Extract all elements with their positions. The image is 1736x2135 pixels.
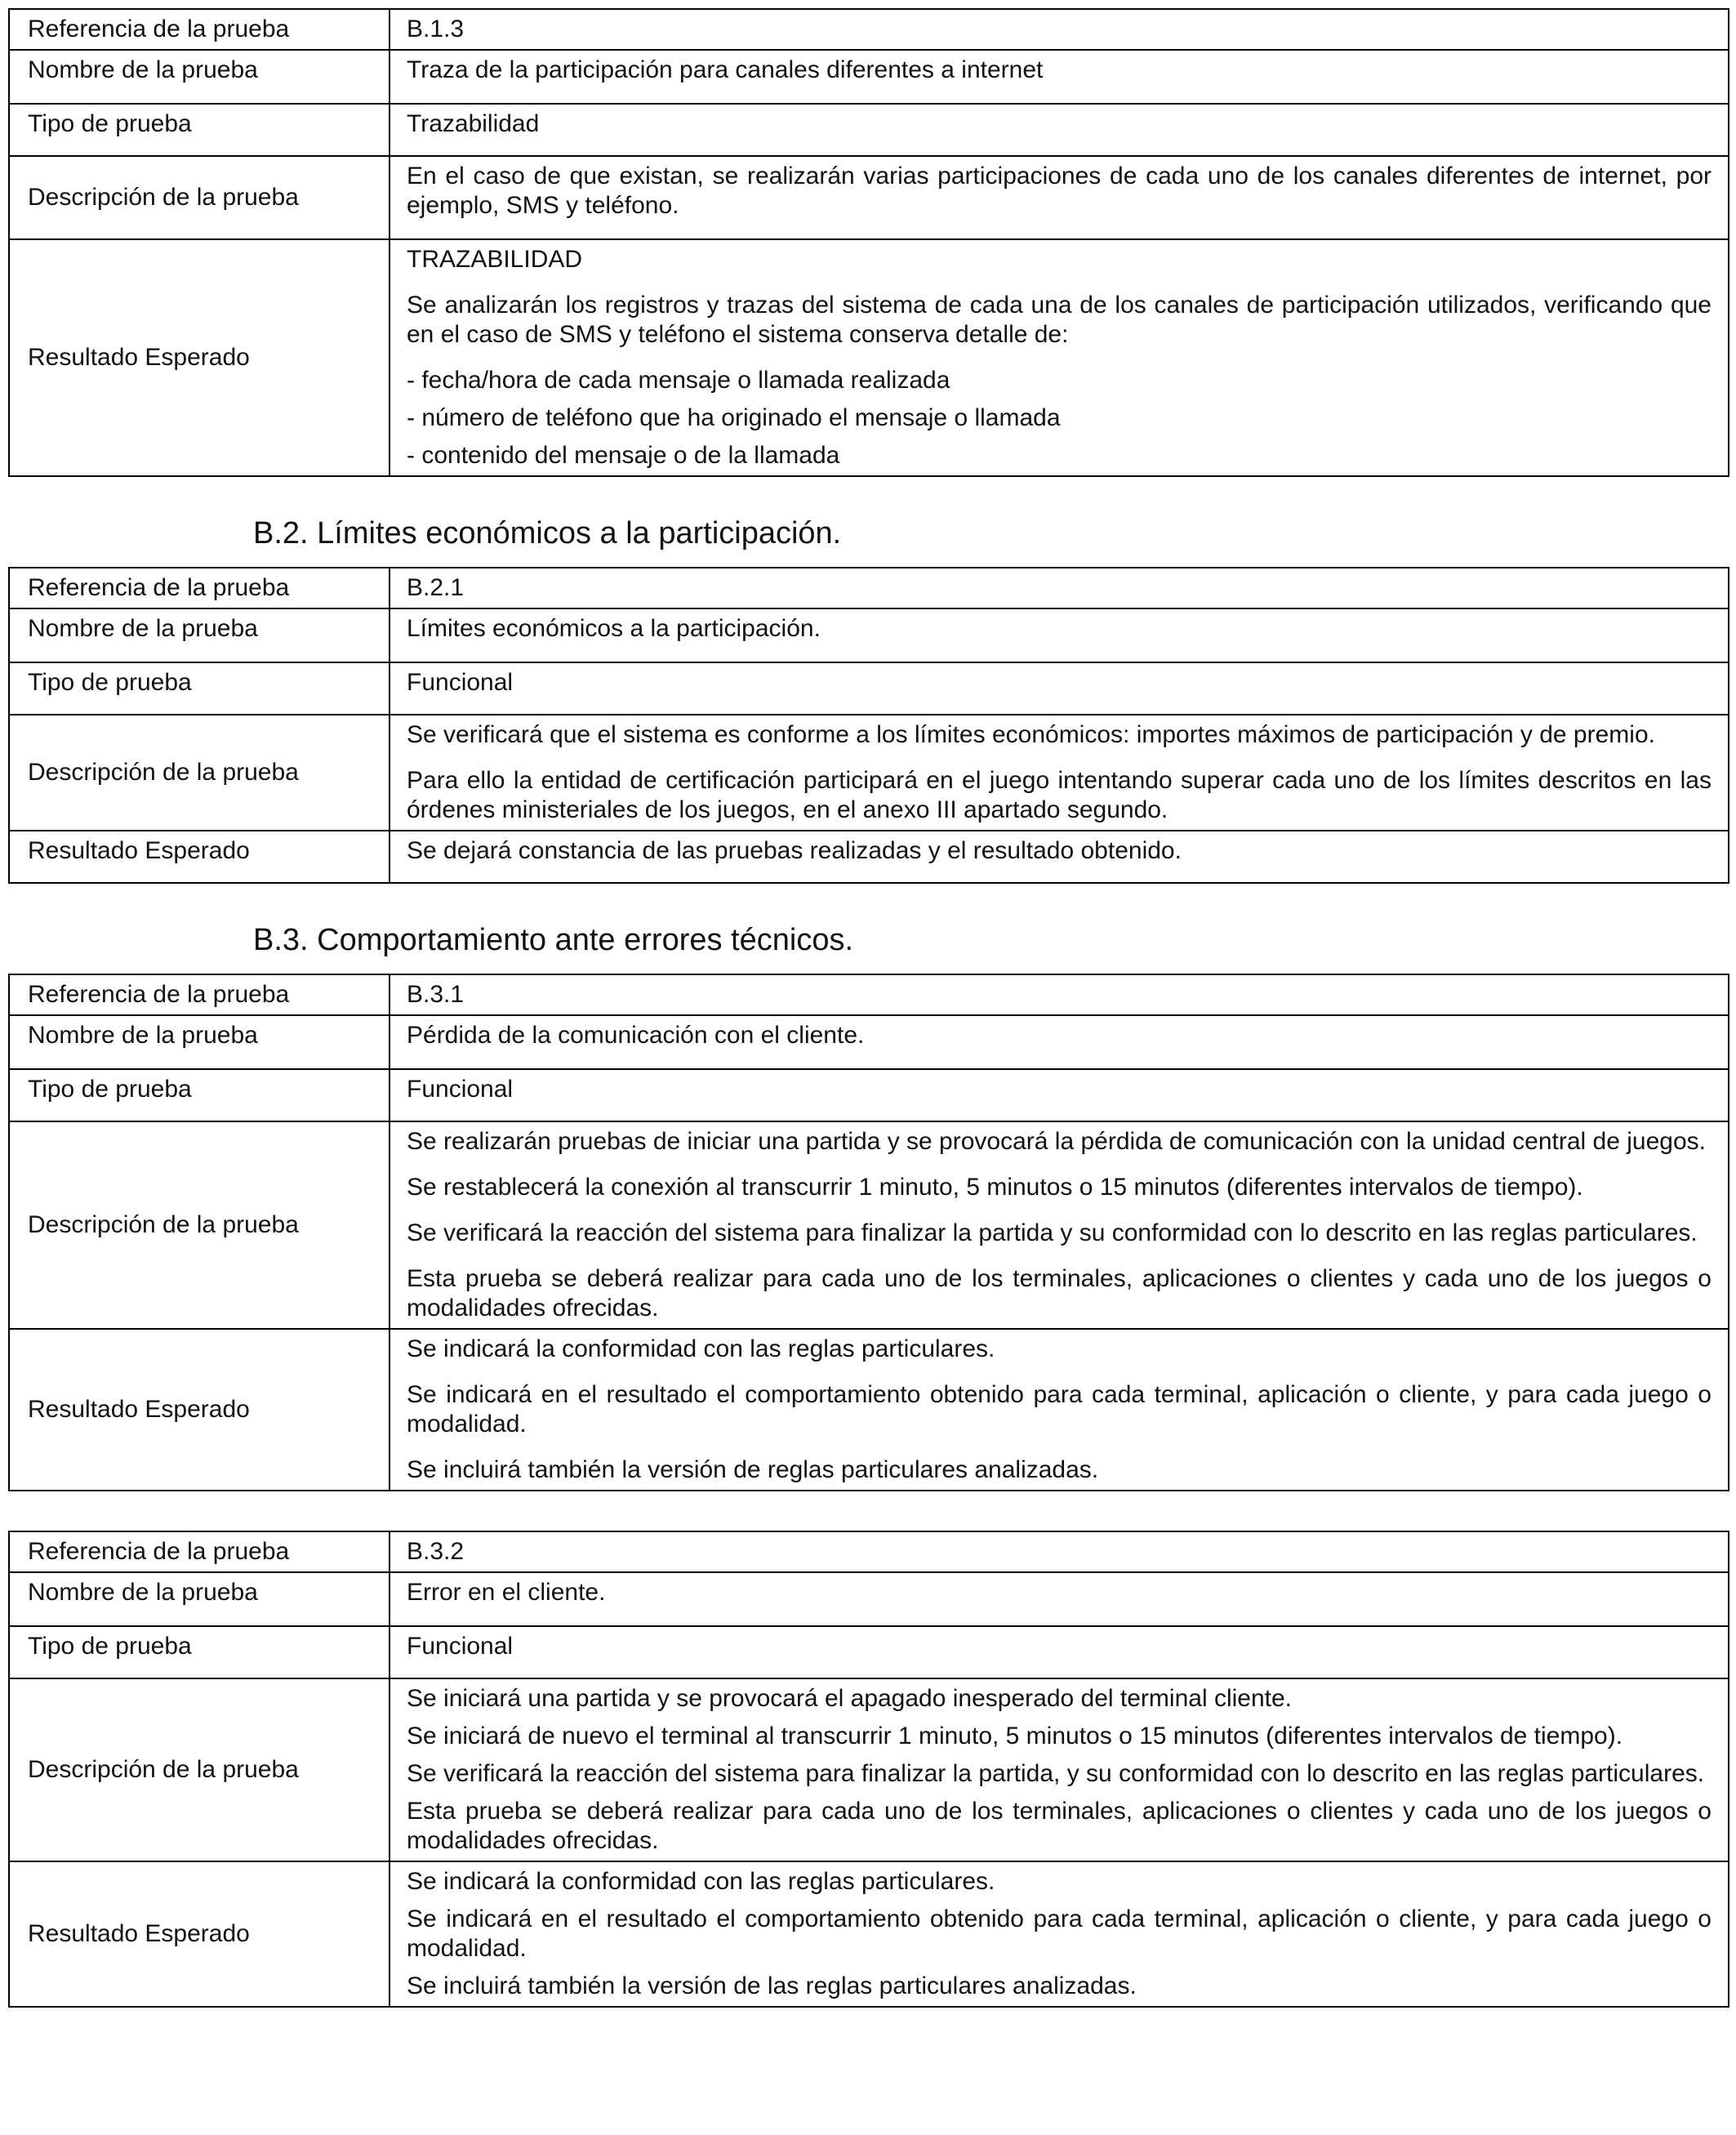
desc-paragraph: Se iniciará de nuevo el terminal al transcurrir 1 minuto, 5 minutos o 15 minutos (diferentes intervalos de tiempo). — [407, 1723, 1623, 1749]
table-row — [9, 156, 1729, 239]
result-label: Resultado Esperado — [9, 1861, 389, 2007]
table-row — [9, 831, 1729, 883]
ref-value: B.1.3 — [389, 9, 1729, 50]
test-table-b13 — [8, 8, 1729, 477]
name-label: Nombre de la prueba — [9, 50, 389, 104]
name-value: Traza de la participación para canales diferentes a internet — [389, 50, 1729, 104]
result-label: Resultado Esperado — [9, 831, 389, 883]
result-paragraph: Se indicará en el resultado el comportamiento obtenido para cada terminal, aplicación o cliente, y para cada juego o modalidad. — [407, 1381, 1712, 1437]
ref-value: B.3.2 — [389, 1531, 1729, 1572]
table-row — [9, 974, 1729, 1015]
type-value: Funcional — [389, 1069, 1729, 1121]
result-label: Resultado Esperado — [9, 1329, 389, 1491]
result-label: Resultado Esperado — [9, 239, 389, 476]
table-row — [9, 1015, 1729, 1069]
desc-paragraph: Se verificará la reacción del sistema para finalizar la partida y su conformidad con lo descrito en las reglas particulares. — [407, 1219, 1698, 1246]
desc-paragraph: Esta prueba se deberá realizar para cada uno de los terminales, aplicaciones o clientes y cada uno de los juegos o modalidades ofrecidas. — [407, 1265, 1712, 1322]
table-row — [9, 104, 1729, 156]
table-row — [9, 1626, 1729, 1678]
table-row — [9, 50, 1729, 104]
desc-paragraph: Se iniciará una partida y se provocará el apagado inesperado del terminal cliente. — [407, 1685, 1292, 1712]
test-table-b31 — [8, 974, 1729, 1491]
test-table-b32 — [8, 1531, 1729, 2008]
result-value — [389, 1861, 1729, 2007]
result-bullet: - contenido del mensaje o de la llamada — [407, 442, 840, 469]
type-label: Tipo de prueba — [9, 1069, 389, 1121]
table-gap — [8, 1491, 1729, 1531]
desc-paragraph: En el caso de que existan, se realizarán varias participaciones de cada uno de los canales diferentes de internet, por ejemplo, SMS y teléfono. — [407, 163, 1712, 219]
table-row — [9, 1572, 1729, 1626]
ref-value: B.3.1 — [389, 974, 1729, 1015]
desc-paragraph: Se restablecerá la conexión al transcurrir 1 minuto, 5 minutos o 15 minutos (diferentes intervalos de tiempo). — [407, 1174, 1583, 1201]
desc-value — [389, 715, 1729, 831]
type-value: Trazabilidad — [389, 104, 1729, 156]
table-row — [9, 662, 1729, 715]
section-heading-b3: B.3. Comportamiento ante errores técnicos. — [253, 923, 854, 957]
name-label: Nombre de la prueba — [9, 608, 389, 662]
ref-label: Referencia de la prueba — [9, 1531, 389, 1572]
type-value: Funcional — [389, 1626, 1729, 1678]
desc-label: Descripción de la prueba — [9, 156, 389, 239]
result-value — [389, 831, 1729, 883]
desc-value — [389, 156, 1729, 239]
desc-paragraph: Esta prueba se deberá realizar para cada uno de los terminales, aplicaciones o clientes y cada uno de los juegos o modalidades ofrecidas. — [407, 1798, 1712, 1854]
table-row — [9, 1329, 1729, 1491]
desc-label: Descripción de la prueba — [9, 1121, 389, 1329]
result-paragraph: Se indicará la conformidad con las reglas particulares. — [407, 1868, 995, 1895]
desc-value — [389, 1678, 1729, 1861]
test-table-b21 — [8, 567, 1729, 884]
table-row — [9, 1531, 1729, 1572]
result-value — [389, 1329, 1729, 1491]
name-label: Nombre de la prueba — [9, 1015, 389, 1069]
result-bullet: - número de teléfono que ha originado el mensaje o llamada — [407, 404, 1061, 431]
result-paragraph: Se dejará constancia de las pruebas realizadas y el resultado obtenido. — [407, 837, 1182, 864]
table-row — [9, 568, 1729, 608]
result-paragraph: Se incluirá también la versión de las reglas particulares analizadas. — [407, 1972, 1137, 1999]
name-value: Error en el cliente. — [389, 1572, 1729, 1626]
ref-label: Referencia de la prueba — [9, 9, 389, 50]
result-paragraph: Se analizarán los registros y trazas del sistema de cada una de los canales de participación utilizados, verificando que en el caso de SMS y teléfono el sistema conserva detalle de: — [407, 292, 1712, 348]
table-row — [9, 239, 1729, 476]
table-row — [9, 608, 1729, 662]
result-bullet: - fecha/hora de cada mensaje o llamada realizada — [407, 367, 950, 394]
section-heading-b2: B.2. Límites económicos a la participación. — [253, 516, 842, 550]
desc-label: Descripción de la prueba — [9, 1678, 389, 1861]
ref-value: B.2.1 — [389, 568, 1729, 608]
desc-value — [389, 1121, 1729, 1329]
table-row — [9, 9, 1729, 50]
result-paragraph: Se incluirá también la versión de reglas particulares analizadas. — [407, 1456, 1099, 1483]
result-paragraph: Se indicará la conformidad con las reglas particulares. — [407, 1335, 995, 1362]
type-label: Tipo de prueba — [9, 104, 389, 156]
type-value: Funcional — [389, 662, 1729, 715]
table-row — [9, 715, 1729, 831]
result-value — [389, 239, 1729, 476]
desc-paragraph: Se verificará la reacción del sistema para finalizar la partida, y su conformidad con lo descrito en las reglas particulares. — [407, 1760, 1705, 1787]
type-label: Tipo de prueba — [9, 662, 389, 715]
name-label: Nombre de la prueba — [9, 1572, 389, 1626]
desc-paragraph: Para ello la entidad de certificación participará en el juego intentando superar cada uno de los límites descritos en las órdenes ministeriales de los juegos, en el anexo III apartado segundo. — [407, 767, 1712, 823]
desc-label: Descripción de la prueba — [9, 715, 389, 831]
table-row — [9, 1678, 1729, 1861]
result-heading: TRAZABILIDAD — [407, 246, 583, 273]
document-page — [8, 8, 1729, 2008]
desc-paragraph: Se verificará que el sistema es conforme a los límites económicos: importes máximos de participación y de premio. — [407, 721, 1655, 748]
ref-label: Referencia de la prueba — [9, 568, 389, 608]
result-paragraph: Se indicará en el resultado el comportamiento obtenido para cada terminal, aplicación o cliente, y para cada juego o modalidad. — [407, 1905, 1712, 1962]
table-row — [9, 1861, 1729, 2007]
name-value: Pérdida de la comunicación con el cliente. — [389, 1015, 1729, 1069]
name-value: Límites económicos a la participación. — [389, 608, 1729, 662]
table-row — [9, 1121, 1729, 1329]
desc-paragraph: Se realizarán pruebas de iniciar una partida y se provocará la pérdida de comunicación con la unidad central de juegos. — [407, 1128, 1706, 1155]
ref-label: Referencia de la prueba — [9, 974, 389, 1015]
table-row — [9, 1069, 1729, 1121]
type-label: Tipo de prueba — [9, 1626, 389, 1678]
